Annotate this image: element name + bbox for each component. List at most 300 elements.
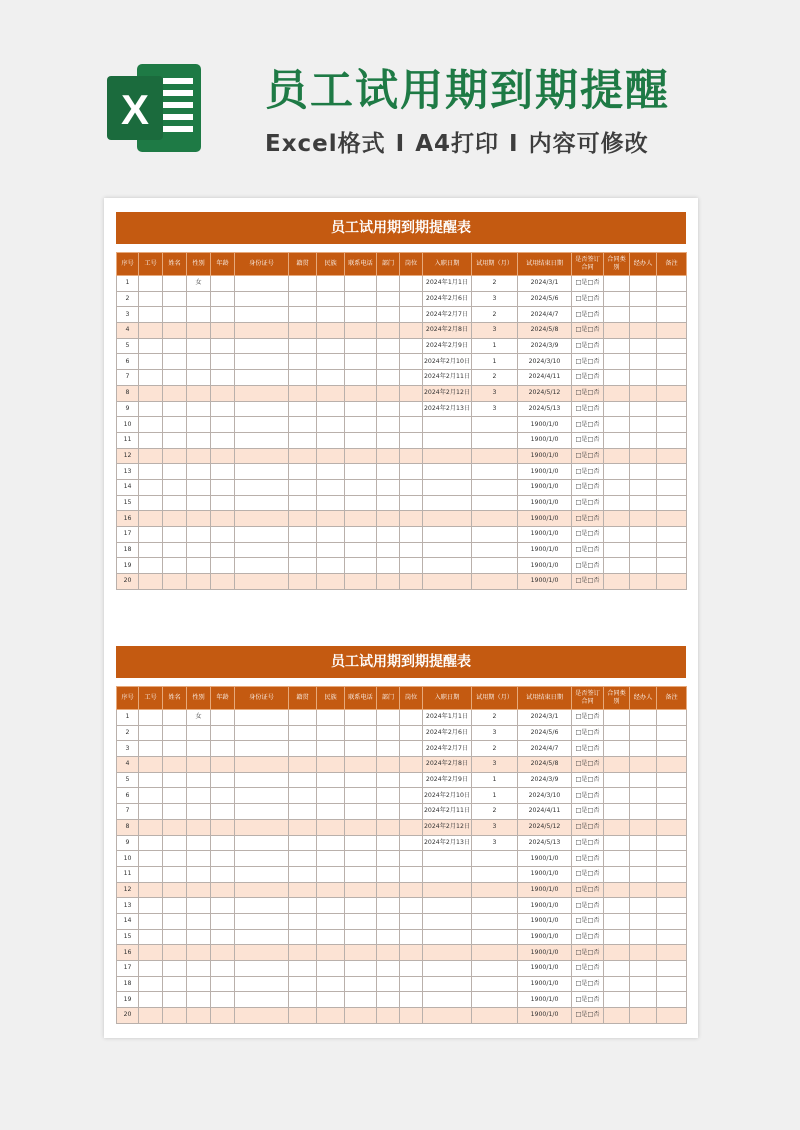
table-cell[interactable] — [604, 788, 630, 804]
table-cell[interactable] — [235, 772, 289, 788]
table-cell[interactable]: □是□否 — [572, 961, 604, 977]
table-cell[interactable] — [345, 866, 377, 882]
table-cell[interactable]: 2 — [472, 710, 518, 726]
table-cell[interactable]: □是□否 — [572, 945, 604, 961]
table-cell[interactable] — [317, 945, 345, 961]
table-cell[interactable] — [139, 819, 163, 835]
table-cell[interactable] — [163, 851, 187, 867]
table-cell[interactable] — [604, 835, 630, 851]
table-cell[interactable] — [163, 757, 187, 773]
table-cell[interactable] — [345, 354, 377, 370]
table-cell[interactable] — [289, 772, 317, 788]
table-cell[interactable] — [604, 976, 630, 992]
table-cell[interactable] — [317, 323, 345, 339]
table-cell[interactable] — [163, 401, 187, 417]
table-cell[interactable] — [187, 385, 211, 401]
table-cell[interactable] — [400, 385, 423, 401]
table-cell[interactable] — [630, 527, 657, 543]
table-cell[interactable] — [211, 882, 235, 898]
table-cell[interactable] — [211, 788, 235, 804]
table-cell[interactable] — [235, 527, 289, 543]
table-cell[interactable] — [400, 788, 423, 804]
table-cell[interactable] — [472, 961, 518, 977]
table-cell[interactable] — [377, 976, 400, 992]
table-cell[interactable]: □是□否 — [572, 276, 604, 292]
table-cell[interactable] — [472, 882, 518, 898]
table-cell[interactable] — [163, 961, 187, 977]
table-cell[interactable]: 2024年2月13日 — [423, 835, 472, 851]
table-cell[interactable] — [139, 276, 163, 292]
table-cell[interactable] — [423, 913, 472, 929]
table-cell[interactable] — [211, 741, 235, 757]
table-cell[interactable] — [187, 323, 211, 339]
table-cell[interactable] — [400, 511, 423, 527]
table-cell[interactable] — [423, 945, 472, 961]
table-cell[interactable] — [289, 819, 317, 835]
table-cell[interactable] — [235, 401, 289, 417]
table-cell[interactable] — [630, 338, 657, 354]
table-cell[interactable] — [630, 961, 657, 977]
table-cell[interactable] — [604, 511, 630, 527]
table-cell[interactable] — [630, 291, 657, 307]
table-cell[interactable]: 2 — [472, 741, 518, 757]
table-cell[interactable] — [423, 1008, 472, 1024]
table-cell[interactable] — [604, 370, 630, 386]
table-cell[interactable]: 10 — [117, 851, 139, 867]
table-cell[interactable]: 17 — [117, 961, 139, 977]
table-cell[interactable] — [604, 276, 630, 292]
table-cell[interactable]: 2024年2月11日 — [423, 804, 472, 820]
table-cell[interactable]: 女 — [187, 276, 211, 292]
table-cell[interactable] — [317, 527, 345, 543]
table-cell[interactable] — [345, 819, 377, 835]
table-cell[interactable]: □是□否 — [572, 370, 604, 386]
table-cell[interactable] — [139, 804, 163, 820]
table-cell[interactable]: 2024/5/12 — [518, 819, 572, 835]
table-cell[interactable]: □是□否 — [572, 725, 604, 741]
table-cell[interactable] — [235, 511, 289, 527]
table-cell[interactable] — [211, 558, 235, 574]
table-cell[interactable]: □是□否 — [572, 338, 604, 354]
table-cell[interactable] — [187, 929, 211, 945]
table-cell[interactable] — [289, 898, 317, 914]
table-cell[interactable] — [604, 307, 630, 323]
table-cell[interactable] — [163, 432, 187, 448]
table-cell[interactable] — [187, 898, 211, 914]
table-cell[interactable] — [345, 757, 377, 773]
table-cell[interactable] — [163, 788, 187, 804]
table-cell[interactable] — [187, 961, 211, 977]
table-cell[interactable]: 13 — [117, 464, 139, 480]
table-cell[interactable] — [345, 464, 377, 480]
table-cell[interactable]: 1900/1/0 — [518, 913, 572, 929]
table-cell[interactable] — [400, 976, 423, 992]
table-cell[interactable]: 2024/4/7 — [518, 741, 572, 757]
table-cell[interactable] — [317, 866, 345, 882]
table-cell[interactable] — [163, 511, 187, 527]
table-cell[interactable] — [163, 772, 187, 788]
table-cell[interactable] — [604, 323, 630, 339]
table-cell[interactable] — [345, 432, 377, 448]
table-cell[interactable] — [377, 819, 400, 835]
table-cell[interactable] — [211, 401, 235, 417]
table-cell[interactable] — [289, 354, 317, 370]
table-cell[interactable] — [289, 558, 317, 574]
table-cell[interactable] — [657, 354, 687, 370]
table-cell[interactable]: □是□否 — [572, 354, 604, 370]
table-cell[interactable]: 3 — [117, 741, 139, 757]
table-cell[interactable] — [187, 945, 211, 961]
table-cell[interactable] — [139, 417, 163, 433]
table-cell[interactable] — [400, 417, 423, 433]
table-cell[interactable] — [604, 495, 630, 511]
table-cell[interactable] — [400, 307, 423, 323]
table-cell[interactable] — [472, 992, 518, 1008]
table-cell[interactable] — [211, 370, 235, 386]
table-cell[interactable] — [235, 898, 289, 914]
table-cell[interactable] — [187, 542, 211, 558]
table-cell[interactable] — [423, 898, 472, 914]
table-cell[interactable] — [345, 511, 377, 527]
table-cell[interactable]: 2024/5/12 — [518, 385, 572, 401]
table-cell[interactable] — [139, 432, 163, 448]
table-cell[interactable] — [187, 804, 211, 820]
table-cell[interactable]: □是□否 — [572, 291, 604, 307]
table-cell[interactable] — [187, 725, 211, 741]
table-cell[interactable] — [163, 307, 187, 323]
table-cell[interactable] — [139, 511, 163, 527]
table-cell[interactable] — [400, 929, 423, 945]
table-cell[interactable] — [630, 401, 657, 417]
table-cell[interactable] — [423, 542, 472, 558]
table-cell[interactable] — [163, 276, 187, 292]
table-cell[interactable]: 2024/3/1 — [518, 710, 572, 726]
table-cell[interactable]: 2 — [472, 370, 518, 386]
table-cell[interactable] — [377, 307, 400, 323]
table-cell[interactable] — [472, 511, 518, 527]
table-cell[interactable]: 3 — [472, 385, 518, 401]
table-cell[interactable] — [211, 772, 235, 788]
table-cell[interactable] — [345, 291, 377, 307]
table-cell[interactable]: □是□否 — [572, 757, 604, 773]
table-cell[interactable] — [377, 898, 400, 914]
table-cell[interactable] — [400, 710, 423, 726]
table-cell[interactable] — [139, 495, 163, 511]
table-cell[interactable] — [400, 1008, 423, 1024]
table-cell[interactable] — [235, 542, 289, 558]
table-cell[interactable] — [139, 772, 163, 788]
table-cell[interactable] — [630, 835, 657, 851]
table-cell[interactable] — [423, 929, 472, 945]
table-cell[interactable] — [630, 913, 657, 929]
table-cell[interactable] — [211, 464, 235, 480]
table-cell[interactable]: 5 — [117, 338, 139, 354]
table-cell[interactable] — [604, 851, 630, 867]
table-cell[interactable] — [657, 401, 687, 417]
table-cell[interactable]: 20 — [117, 574, 139, 590]
table-cell[interactable] — [423, 432, 472, 448]
table-cell[interactable] — [345, 323, 377, 339]
table-cell[interactable] — [211, 417, 235, 433]
table-cell[interactable] — [400, 448, 423, 464]
table-cell[interactable] — [211, 276, 235, 292]
table-cell[interactable] — [400, 291, 423, 307]
table-cell[interactable]: 9 — [117, 835, 139, 851]
table-cell[interactable] — [163, 479, 187, 495]
table-cell[interactable] — [289, 945, 317, 961]
table-cell[interactable]: □是□否 — [572, 574, 604, 590]
table-cell[interactable]: □是□否 — [572, 448, 604, 464]
table-cell[interactable] — [289, 866, 317, 882]
table-cell[interactable]: □是□否 — [572, 542, 604, 558]
table-cell[interactable] — [317, 851, 345, 867]
table-cell[interactable] — [345, 898, 377, 914]
table-cell[interactable] — [604, 574, 630, 590]
table-cell[interactable] — [289, 757, 317, 773]
table-cell[interactable] — [235, 276, 289, 292]
table-cell[interactable] — [187, 527, 211, 543]
table-cell[interactable] — [472, 464, 518, 480]
table-cell[interactable] — [657, 835, 687, 851]
table-cell[interactable]: 2024年2月13日 — [423, 401, 472, 417]
table-cell[interactable] — [423, 464, 472, 480]
table-cell[interactable] — [289, 479, 317, 495]
table-cell[interactable] — [377, 323, 400, 339]
table-cell[interactable] — [657, 385, 687, 401]
table-cell[interactable]: 2024年2月6日 — [423, 291, 472, 307]
table-cell[interactable] — [345, 370, 377, 386]
table-cell[interactable]: □是□否 — [572, 835, 604, 851]
table-cell[interactable] — [235, 929, 289, 945]
table-cell[interactable] — [345, 710, 377, 726]
table-cell[interactable]: 18 — [117, 542, 139, 558]
table-cell[interactable] — [163, 866, 187, 882]
table-cell[interactable] — [289, 370, 317, 386]
table-cell[interactable] — [400, 804, 423, 820]
table-cell[interactable] — [604, 741, 630, 757]
table-cell[interactable] — [604, 929, 630, 945]
table-cell[interactable] — [604, 1008, 630, 1024]
table-cell[interactable]: 2024年2月8日 — [423, 323, 472, 339]
table-cell[interactable] — [163, 976, 187, 992]
table-cell[interactable] — [289, 1008, 317, 1024]
table-cell[interactable] — [317, 741, 345, 757]
table-cell[interactable] — [423, 851, 472, 867]
table-cell[interactable] — [630, 976, 657, 992]
table-cell[interactable] — [317, 479, 345, 495]
table-cell[interactable] — [187, 479, 211, 495]
table-cell[interactable] — [187, 574, 211, 590]
table-cell[interactable] — [163, 574, 187, 590]
table-cell[interactable] — [400, 527, 423, 543]
table-cell[interactable] — [235, 851, 289, 867]
table-cell[interactable]: 8 — [117, 385, 139, 401]
table-cell[interactable]: 2024年2月7日 — [423, 741, 472, 757]
table-cell[interactable] — [423, 558, 472, 574]
table-cell[interactable] — [345, 882, 377, 898]
table-cell[interactable] — [211, 479, 235, 495]
table-cell[interactable]: 1900/1/0 — [518, 464, 572, 480]
table-cell[interactable] — [377, 788, 400, 804]
table-cell[interactable] — [163, 929, 187, 945]
table-cell[interactable] — [657, 961, 687, 977]
table-cell[interactable] — [377, 354, 400, 370]
table-cell[interactable] — [139, 574, 163, 590]
table-cell[interactable] — [289, 307, 317, 323]
table-cell[interactable] — [317, 1008, 345, 1024]
table-cell[interactable]: 2024年2月8日 — [423, 757, 472, 773]
table-cell[interactable] — [139, 929, 163, 945]
table-cell[interactable] — [235, 448, 289, 464]
table-cell[interactable] — [657, 819, 687, 835]
table-cell[interactable] — [163, 495, 187, 511]
table-cell[interactable] — [211, 1008, 235, 1024]
table-cell[interactable] — [423, 866, 472, 882]
table-cell[interactable] — [630, 710, 657, 726]
table-cell[interactable] — [187, 401, 211, 417]
table-cell[interactable] — [604, 945, 630, 961]
table-cell[interactable] — [139, 976, 163, 992]
table-cell[interactable] — [187, 511, 211, 527]
table-cell[interactable]: □是□否 — [572, 976, 604, 992]
table-cell[interactable] — [235, 574, 289, 590]
table-cell[interactable] — [317, 961, 345, 977]
table-cell[interactable] — [235, 945, 289, 961]
table-cell[interactable]: 2 — [117, 725, 139, 741]
table-cell[interactable] — [345, 913, 377, 929]
table-cell[interactable] — [630, 898, 657, 914]
table-cell[interactable] — [139, 757, 163, 773]
table-cell[interactable] — [235, 913, 289, 929]
table-cell[interactable] — [187, 851, 211, 867]
table-cell[interactable] — [289, 929, 317, 945]
table-cell[interactable] — [400, 741, 423, 757]
table-cell[interactable] — [235, 976, 289, 992]
table-cell[interactable] — [657, 574, 687, 590]
table-cell[interactable] — [163, 804, 187, 820]
table-cell[interactable] — [235, 961, 289, 977]
table-cell[interactable] — [345, 804, 377, 820]
table-cell[interactable] — [400, 464, 423, 480]
table-cell[interactable] — [657, 307, 687, 323]
table-cell[interactable] — [657, 945, 687, 961]
table-cell[interactable] — [289, 464, 317, 480]
table-cell[interactable] — [317, 276, 345, 292]
table-cell[interactable] — [630, 432, 657, 448]
table-cell[interactable] — [472, 448, 518, 464]
table-cell[interactable]: 3 — [472, 291, 518, 307]
table-cell[interactable] — [163, 741, 187, 757]
table-cell[interactable] — [317, 291, 345, 307]
table-cell[interactable] — [317, 772, 345, 788]
table-cell[interactable] — [377, 866, 400, 882]
table-cell[interactable] — [139, 788, 163, 804]
table-cell[interactable] — [317, 929, 345, 945]
table-cell[interactable] — [317, 804, 345, 820]
table-cell[interactable]: □是□否 — [572, 851, 604, 867]
table-cell[interactable] — [377, 511, 400, 527]
table-cell[interactable] — [630, 819, 657, 835]
table-cell[interactable] — [630, 882, 657, 898]
table-cell[interactable]: 16 — [117, 511, 139, 527]
table-cell[interactable]: 6 — [117, 788, 139, 804]
table-cell[interactable]: 19 — [117, 558, 139, 574]
table-cell[interactable] — [235, 464, 289, 480]
table-cell[interactable]: □是□否 — [572, 511, 604, 527]
table-cell[interactable] — [400, 574, 423, 590]
table-cell[interactable] — [377, 929, 400, 945]
table-cell[interactable] — [187, 354, 211, 370]
table-cell[interactable] — [139, 741, 163, 757]
table-cell[interactable]: 1900/1/0 — [518, 929, 572, 945]
table-cell[interactable] — [630, 511, 657, 527]
table-cell[interactable] — [317, 757, 345, 773]
table-cell[interactable] — [187, 741, 211, 757]
table-cell[interactable] — [630, 495, 657, 511]
table-cell[interactable]: 15 — [117, 495, 139, 511]
table-cell[interactable] — [211, 961, 235, 977]
table-cell[interactable] — [235, 291, 289, 307]
table-cell[interactable] — [345, 558, 377, 574]
table-cell[interactable] — [211, 432, 235, 448]
table-cell[interactable] — [163, 354, 187, 370]
table-cell[interactable] — [139, 291, 163, 307]
table-cell[interactable] — [235, 835, 289, 851]
table-cell[interactable] — [187, 1008, 211, 1024]
table-cell[interactable] — [423, 448, 472, 464]
table-cell[interactable] — [163, 992, 187, 1008]
table-cell[interactable]: 1900/1/0 — [518, 479, 572, 495]
table-cell[interactable] — [163, 385, 187, 401]
table-cell[interactable]: 1900/1/0 — [518, 417, 572, 433]
table-cell[interactable] — [289, 385, 317, 401]
table-cell[interactable]: 1900/1/0 — [518, 851, 572, 867]
table-cell[interactable]: 4 — [117, 323, 139, 339]
table-cell[interactable]: □是□否 — [572, 307, 604, 323]
table-cell[interactable]: □是□否 — [572, 772, 604, 788]
table-cell[interactable] — [139, 370, 163, 386]
table-cell[interactable] — [423, 495, 472, 511]
table-cell[interactable]: 3 — [472, 323, 518, 339]
table-cell[interactable]: 2024/3/9 — [518, 772, 572, 788]
table-cell[interactable]: 3 — [472, 725, 518, 741]
table-cell[interactable] — [657, 741, 687, 757]
table-cell[interactable] — [139, 1008, 163, 1024]
table-cell[interactable] — [423, 574, 472, 590]
table-cell[interactable] — [139, 835, 163, 851]
table-cell[interactable] — [235, 725, 289, 741]
table-cell[interactable] — [289, 913, 317, 929]
table-cell[interactable] — [211, 323, 235, 339]
table-cell[interactable]: 8 — [117, 819, 139, 835]
table-cell[interactable]: □是□否 — [572, 1008, 604, 1024]
table-cell[interactable] — [604, 961, 630, 977]
table-cell[interactable]: □是□否 — [572, 495, 604, 511]
table-cell[interactable] — [657, 495, 687, 511]
table-cell[interactable] — [377, 851, 400, 867]
table-cell[interactable] — [400, 772, 423, 788]
table-cell[interactable] — [317, 338, 345, 354]
table-cell[interactable] — [657, 757, 687, 773]
table-cell[interactable]: 6 — [117, 354, 139, 370]
table-cell[interactable] — [377, 961, 400, 977]
table-cell[interactable] — [317, 354, 345, 370]
table-cell[interactable] — [163, 527, 187, 543]
table-cell[interactable] — [235, 757, 289, 773]
table-cell[interactable]: 1900/1/0 — [518, 574, 572, 590]
table-cell[interactable] — [187, 464, 211, 480]
table-cell[interactable]: 女 — [187, 710, 211, 726]
